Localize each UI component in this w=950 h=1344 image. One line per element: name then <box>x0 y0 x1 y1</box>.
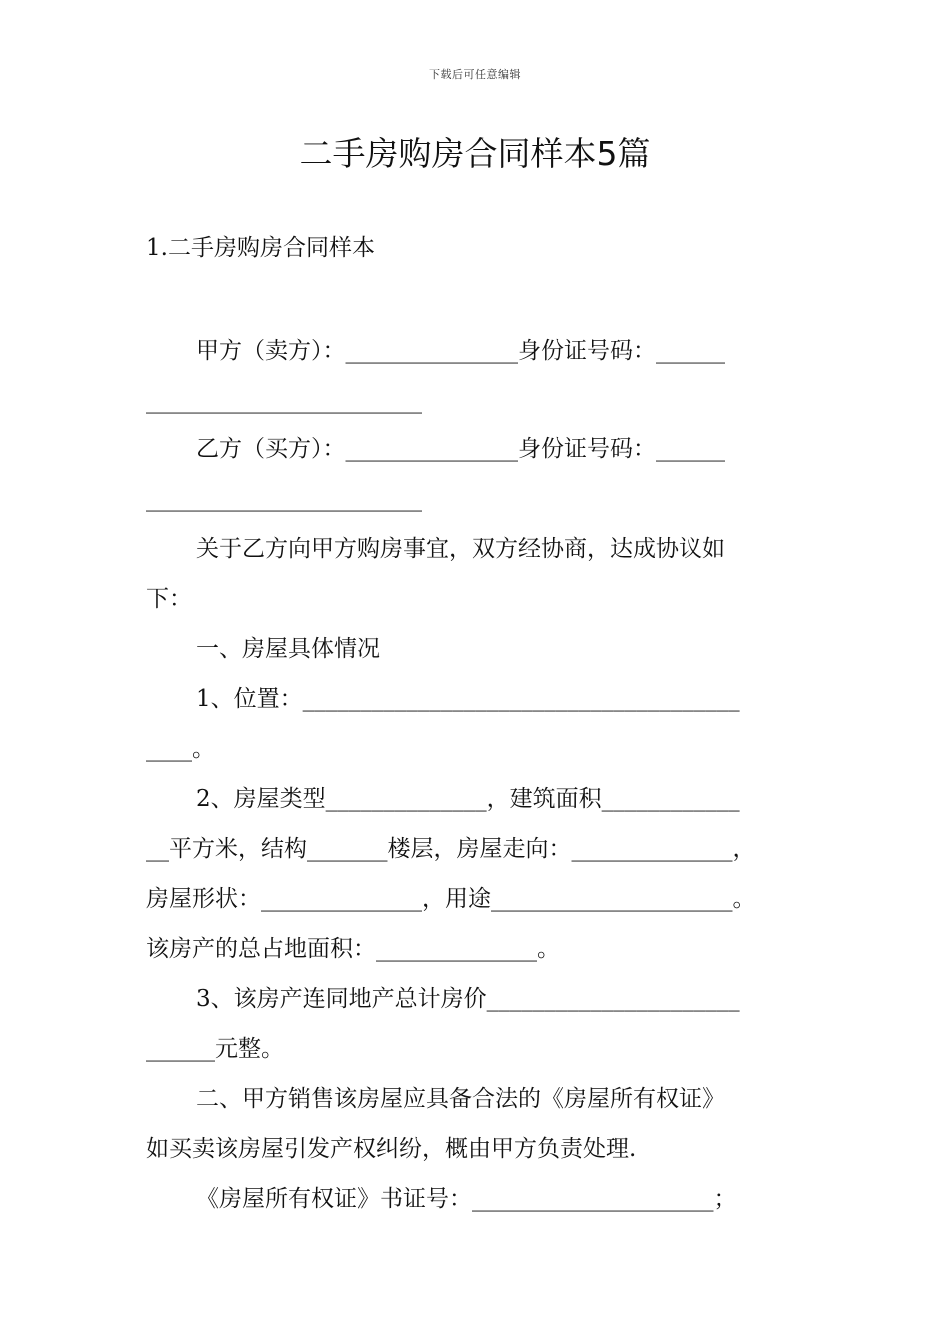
clause-heading-2: 二、甲方销售该房屋应具备合法的《房屋所有权证》 <box>196 1086 725 1112</box>
document-title: 二手房购房合同样本5篇 <box>299 134 651 173</box>
dispute-line: 如买卖该房屋引发产权纠纷，概由甲方负责处理. <box>146 1136 637 1162</box>
clause-heading-1: 一、房屋具体情况 <box>196 636 380 662</box>
header-note: 下载后可任意编辑 <box>429 68 521 81</box>
section-heading: 1.二手房购房合同样本 <box>146 235 375 261</box>
structure-line: __平方米，结构_______楼层，房屋走向：______________， <box>146 836 756 862</box>
location-continuation: ____。 <box>146 736 215 762</box>
shape-usage-line: 房屋形状：______________，用途_____________________。 <box>146 886 756 912</box>
house-type-line: 2、房屋类型______________，建筑面积____________ <box>196 786 740 812</box>
location-line: 1、位置：______________________________________ <box>196 686 740 712</box>
seller-line: 甲方（卖方）：_______________身份证号码：______ <box>196 338 725 364</box>
price-line: 3、该房产连同地产总计房价______________________ <box>196 986 740 1012</box>
buyer-id-continuation: ________________________ <box>146 486 422 512</box>
agreement-intro: 关于乙方向甲方购房事宜，双方经协商，达成协议如 <box>196 536 725 562</box>
certificate-number-line: 《房屋所有权证》书证号：_____________________； <box>196 1186 737 1212</box>
seller-id-continuation: ________________________ <box>146 388 422 414</box>
agreement-intro-continuation: 下： <box>146 586 192 612</box>
buyer-line: 乙方（买方）：_______________身份证号码：______ <box>196 436 725 462</box>
price-continuation: ______元整。 <box>146 1036 284 1062</box>
land-area-line: 该房产的总占地面积：______________。 <box>146 936 560 962</box>
